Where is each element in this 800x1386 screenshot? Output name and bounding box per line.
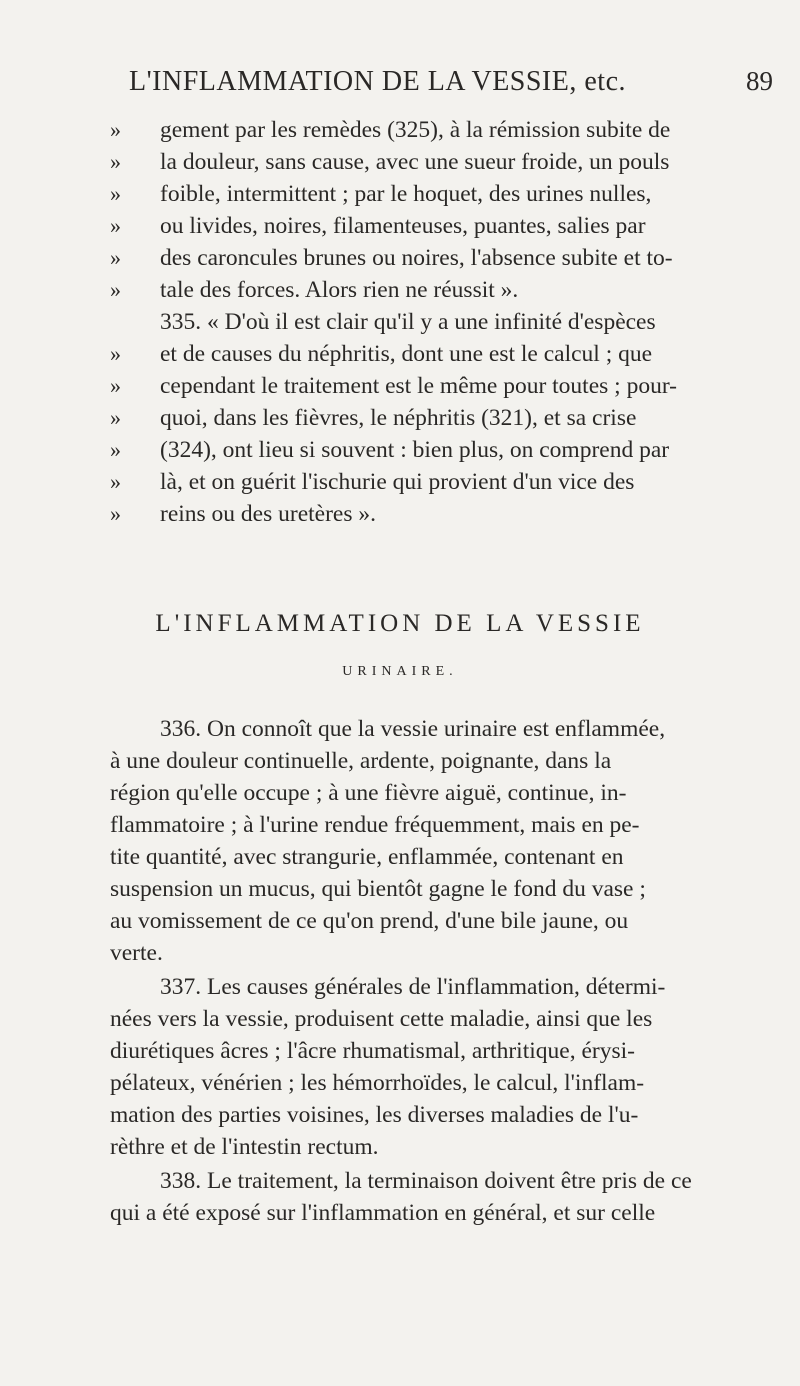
- paragraph-336-line: région qu'elle occupe ; à une fièvre aiguë, continue, in-: [110, 780, 627, 806]
- guillemet-mark: »: [110, 117, 121, 142]
- running-title: L'INFLAMMATION DE LA VESSIE, etc.: [129, 66, 626, 97]
- paragraph-338-line: qui a été exposé sur l'inflammation en général, et sur celle: [110, 1200, 656, 1226]
- paragraph-336-line: à une douleur continuelle, ardente, poignante, dans la: [110, 748, 612, 774]
- paragraph-336-line: verte.: [110, 940, 163, 966]
- paragraph-338-line: 338. Le traitement, la terminaison doivent être pris de ce: [160, 1168, 692, 1194]
- guillemet-mark: »: [110, 277, 121, 302]
- line-text: la douleur, sans cause, avec une sueur froide, un pouls: [160, 149, 670, 175]
- guillemet-mark: »: [110, 469, 121, 494]
- guillemet-mark: »: [110, 149, 121, 174]
- paragraph-337-line: rèthre et de l'intestin rectum.: [110, 1134, 379, 1160]
- line-text: quoi, dans les fièvres, le néphritis (321), et sa crise: [160, 405, 637, 431]
- line-text: des caroncules brunes ou noires, l'absence subite et to-: [160, 245, 673, 271]
- paragraph-337-line: nées vers la vessie, produisent cette maladie, ainsi que les: [110, 1006, 653, 1032]
- paragraph-335-first-line: 335. « D'où il est clair qu'il y a une infinité d'espèces: [160, 309, 656, 335]
- line-text: là, et on guérit l'ischurie qui provient d'un vice des: [160, 469, 635, 495]
- line-text: gement par les remèdes (325), à la rémission subite de: [160, 117, 671, 143]
- line-text: cependant le traitement est le même pour toutes ; pour-: [160, 373, 677, 399]
- paragraph-337-line: pélateux, vénérien ; les hémorrhoïdes, le calcul, l'inflam-: [110, 1070, 645, 1096]
- guillemet-mark: »: [110, 341, 121, 366]
- line-text: ou livides, noires, filamenteuses, puantes, salies par: [160, 213, 646, 239]
- paragraph-337-line: diurétiques âcres ; l'âcre rhumatismal, arthritique, érysi-: [110, 1038, 635, 1064]
- paragraph-336-line: au vomissement de ce qu'on prend, d'une bile jaune, ou: [110, 908, 629, 934]
- paragraph-336-line: tite quantité, avec strangurie, enflammée, contenant en: [110, 844, 624, 870]
- line-text: reins ou des uretères ».: [160, 501, 376, 527]
- guillemet-mark: »: [110, 501, 121, 526]
- guillemet-mark: »: [110, 181, 121, 206]
- page-number: 89: [746, 66, 773, 96]
- paragraph-336-line: 336. On connoît que la vessie urinaire est enflammée,: [160, 716, 666, 742]
- line-text: foible, intermittent ; par le hoquet, des urines nulles,: [160, 181, 652, 207]
- line-text: et de causes du néphritis, dont une est le calcul ; que: [160, 341, 653, 367]
- guillemet-mark: »: [110, 373, 121, 398]
- paragraph-337-line: 337. Les causes générales de l'inflammation, détermi-: [160, 974, 666, 1000]
- paragraph-337-line: mation des parties voisines, les diverses maladies de l'u-: [110, 1102, 639, 1128]
- paragraph-336-line: suspension un mucus, qui bientôt gagne le fond du vase ;: [110, 876, 646, 902]
- guillemet-mark: »: [110, 405, 121, 430]
- paragraph-336-line: flammatoire ; à l'urine rendue fréquemment, mais en pe-: [110, 812, 640, 838]
- section-heading: L'INFLAMMATION DE LA VESSIE: [155, 610, 645, 637]
- guillemet-mark: »: [110, 245, 121, 270]
- line-text: tale des forces. Alors rien ne réussit ».: [160, 277, 519, 303]
- guillemet-mark: »: [110, 213, 121, 238]
- section-subheading: URINAIRE.: [342, 664, 458, 679]
- guillemet-mark: »: [110, 437, 121, 462]
- line-text: (324), ont lieu si souvent : bien plus, on comprend par: [160, 437, 670, 463]
- running-head: [115, 66, 775, 106]
